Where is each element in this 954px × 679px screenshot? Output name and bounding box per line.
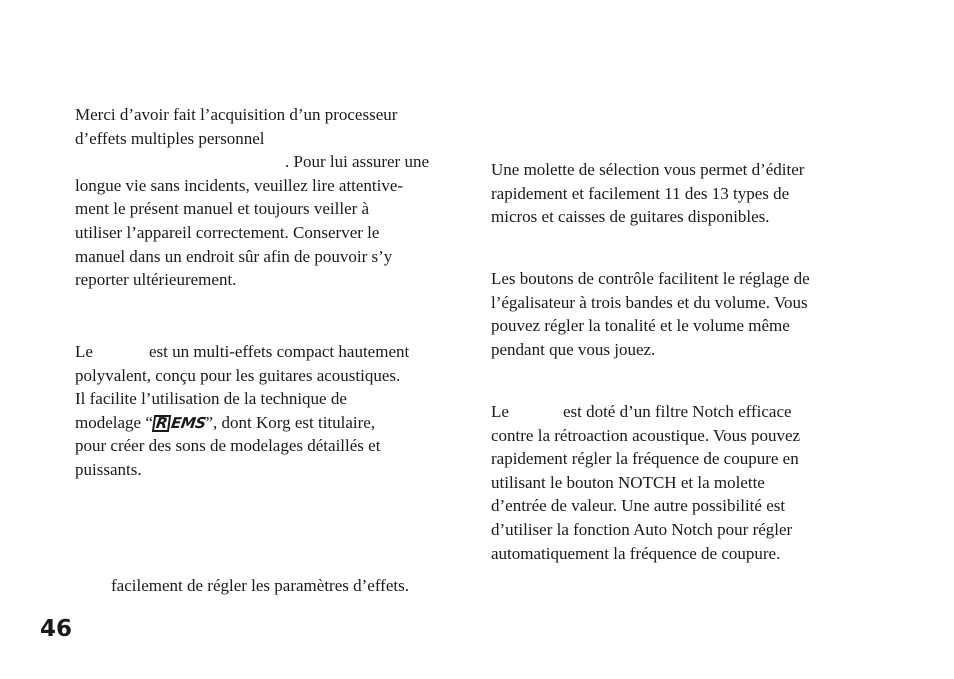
controls-line: pouvez régler la tonalité et le volume même <box>491 316 790 336</box>
features-paragraph-2 <box>111 574 409 598</box>
features-line-suffix: ”, dont Korg est titulaire, <box>205 412 376 432</box>
notch-line: automatiquement la fréquence de coupure. <box>491 543 781 563</box>
controls-line: l’égalisateur à trois bandes et du volume. Vous <box>491 292 808 312</box>
intro-line: ment le présent manuel et toujours veiller à <box>75 199 370 219</box>
notch-line: d’entrée de valeur. Une autre possibilité est <box>491 496 786 516</box>
features-line: polyvalent, conçu pour les guitares acoustiques. <box>75 365 401 385</box>
notch-line: d’utiliser la fonction Auto Notch pour régler <box>491 519 793 539</box>
notch-line <box>491 400 800 424</box>
notch-paragraph <box>491 400 800 565</box>
features-line-prefix: modelage “ <box>75 412 153 432</box>
features-line: facilement de régler les paramètres d’effets. <box>111 576 409 595</box>
features-line: Il facilite l’utilisation de la technique de <box>75 389 347 409</box>
rems-logo: REMS <box>151 412 207 436</box>
page-number: 46 <box>40 616 73 642</box>
controls-line: Les boutons de contrôle facilitent le réglage de <box>491 269 810 288</box>
intro-line: d’effets multiples personnel <box>75 128 265 148</box>
notch-line: rapidement régler la fréquence de coupure en <box>491 449 799 469</box>
notch-line: utilisant le bouton NOTCH et la molette <box>491 472 765 492</box>
features-line-suffix: est un multi-effets compact hautement <box>148 342 410 361</box>
controls-line: pendant que vous jouez. <box>491 339 656 359</box>
selector-line: rapidement et facilement 11 des 13 types de <box>491 183 790 203</box>
selector-line: Une molette de sélection vous permet d’éditer <box>491 160 805 179</box>
intro-line: longue vie sans incidents, veuillez lire attentive- <box>75 175 404 195</box>
features-paragraph <box>75 340 409 482</box>
selector-line: micros et caisses de guitares disponibles. <box>491 207 770 227</box>
selector-paragraph <box>491 158 804 229</box>
intro-line: Merci d’avoir fait l’acquisition d’un processeur <box>75 105 398 124</box>
notch-line: contre la rétroaction acoustique. Vous pouvez <box>491 425 801 445</box>
features-line-prefix: Le <box>75 342 93 361</box>
intro-paragraph <box>75 103 429 292</box>
rems-logo-r: R <box>152 415 171 432</box>
intro-line: . Pour lui assurer une <box>285 152 430 172</box>
features-line <box>75 340 409 364</box>
features-line <box>75 411 409 435</box>
features-line: puissants. <box>75 459 142 479</box>
intro-line: reporter ultérieurement. <box>75 270 237 290</box>
intro-line: manuel dans un endroit sûr afin de pouvoir s’y <box>75 246 393 266</box>
intro-line: utiliser l’appareil correctement. Conserver le <box>75 222 380 242</box>
controls-paragraph <box>491 267 810 361</box>
notch-line-suffix: est doté d’un filtre Notch efficace <box>562 402 792 421</box>
notch-line-prefix: Le <box>491 402 509 421</box>
features-line: pour créer des sons de modelages détaillés et <box>75 436 381 456</box>
